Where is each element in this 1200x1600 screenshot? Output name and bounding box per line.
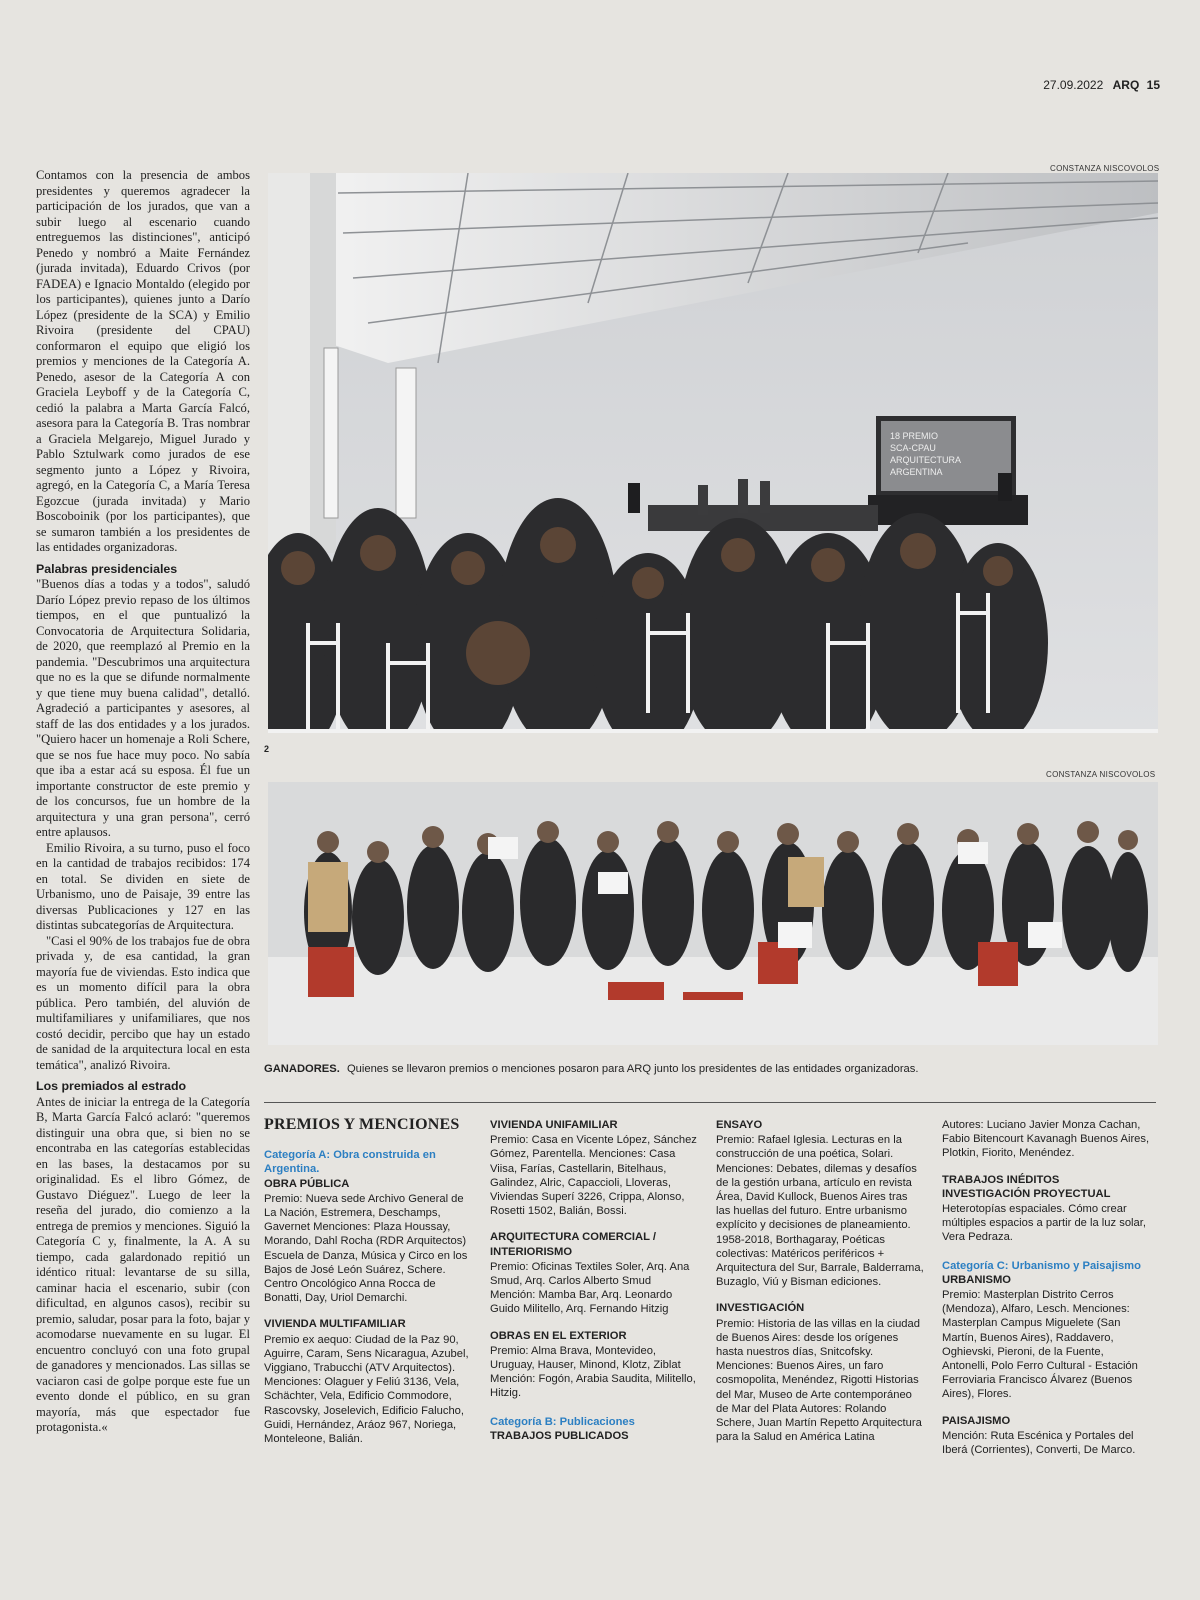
- category-c-label: Categoría C: Urbanismo y Paisajismo: [942, 1259, 1141, 1272]
- award-section-text: Heterotopías espaciales. Cómo crear múltiples espacios a partir de la luz solar, Vera Pedraza.: [942, 1203, 1146, 1244]
- caption-text: Quienes se llevaron premios o menciones posaron para ARQ junto los presidentes de las entidades organizadoras.: [346, 1063, 919, 1075]
- section-divider: [264, 1102, 1156, 1103]
- screen-text-2: SCA-CPAU: [890, 443, 936, 453]
- award-section-title: VIVIENDA UNIFAMILIAR: [490, 1119, 618, 1131]
- event-hall-photo: [268, 173, 1158, 733]
- award-section-title: OBRAS EN EL EXTERIOR: [490, 1329, 627, 1342]
- award-section-title: OBRA PÚBLICA: [264, 1177, 350, 1190]
- caption-title: GANADORES.: [264, 1063, 340, 1075]
- award-section-text: Premio: Masterplan Distrito Cerros (Mendoza), Alfaro, Lesch. Menciones: Masterplan Campus Miguelete (San Martín, Buenos Aires), Raddavero, Oghievski, Pieroni, de la Fuente, Antonelli, Polo Ferro Cultural - Estación Ferroviaria Francisco Álvarez (Buenos Aires), Flores.: [942, 1289, 1138, 1401]
- award-section-text: Premio: Oficinas Textiles Soler, Arq. Ana Smud, Arq. Carlos Alberto Smud Mención: Mamba Bar, Arq. Leonardo Guido Militello, Arq. Fernando Hitzig: [490, 1260, 690, 1316]
- paragraph: Contamos con la presencia de ambos presidentes y queremos agradecer la participación de los jurados, que van a subir luego al escenario cuando entreguemos las distinciones", anticipó Penedo y nombró a Maite Fernández (jurada invitada), Eduardo Crivos (por FADEA) e Ignacio Montaldo (elegido por los participantes), quienes junto a Darío López (presidente de la SCA) y Emilio Rivoira (presidente del CPAU) conformaron el equipo que eligió los premios y menciones de la Categoría A. Penedo, asesor de la Categoría A con Graciela Leyboff y de la Categoría C, cedió la palabra a Marta García Falcó, asesora para la Categoría B. Tras nombrar a Graciela Melgarejo, Miguel Jurado y Pablo Sztulwark como jurados de ese segmento junto a López y Rivoira, agregó, en la Categoría C, a María Teresa Egozcue (jurada invitada) y Mario Boscoboinik (por los participantes), que se sumaron también a los presidentes de las entidades organizadoras.: [36, 168, 250, 554]
- award-section-title: URBANISMO: [942, 1273, 1011, 1286]
- award-section-text: Premio: Nueva sede Archivo General de La Nación, Estremera, Deschamps, Gavernet Menciones: Plaza Houssay, Morando, Dahl Rocha (RDR Arquitectos) Escuela de Danza, Música y Circo en los Bajos de José León Suárez, Schere. Centro Oncológico Anna Rocca de Bonatti, Day, Uriol Demarchi.: [264, 1192, 468, 1305]
- award-section-text: Autores: Luciano Javier Monza Cachan, Fabio Bitencourt Kavanagh Buenos Aires, Plotkin, Fiorito, Menéndez.: [942, 1119, 1150, 1160]
- screen-text-4: ARGENTINA: [890, 467, 943, 477]
- awards-heading: PREMIOS Y MENCIONES: [264, 1116, 460, 1133]
- award-section-title: TRABAJOS INÉDITOS INVESTIGACIÓN PROYECTUAL: [942, 1173, 1111, 1200]
- category-a-label: Categoría A: Obra construida en Argentina.: [264, 1149, 436, 1176]
- award-section-title: TRABAJOS PUBLICADOS: [490, 1429, 629, 1442]
- awards-column-4: [942, 1118, 1150, 1457]
- paragraph: "Buenos días a todas y a todos", saludó Darío López previo repaso de los últimos tiempos, en el que puntualizó la Convocatoria de Arquitectura Solidaria, de 2020, que reemplazó al Premio en la pandemia. "Descubrimos una arquitectura que no es la que se difunde normalmente y que tiene muy buena calidad", detalló. Agradeció a participantes y asesores, al staff de las dos entidades y a los jurados. "Quiero hacer un homenaje a Roli Schere, que se nos fue hace muy poco. No sabía que iba a estar acá su esposa. Él fue un importante constructor de este premio y de los concursos, fue un hombre de la arquitectura y una gran persona", cerró entre aplausos.: [36, 577, 250, 839]
- photo-caption: [264, 1063, 1154, 1075]
- photo-credit: CONSTANZA NISCOVOLOS: [1046, 770, 1156, 779]
- award-section-text: Premio: Casa en Vicente López, Sánchez Gómez, Parentella. Menciones: Casa Viisa, Farías, Castellarin, Bitelhaus, Galindez, Alric, Capaccioli, Lloveras, Viviendas Superí 3226, Crippa, Alonso, Rosetti 1502, Balián, Bossi.: [490, 1134, 697, 1218]
- award-section-title: ARQUITECTURA COMERCIAL / INTERIORISMO: [490, 1231, 656, 1258]
- paragraph: Antes de iniciar la entrega de la Categoría B, Marta García Falcó aclaró: "queremos distinguir una obra que, si bien no se encontraba en las categorías establecidas en las bases, la destacamos por su originalidad. Es el libro Gómez, de Gustavo Diéguez". Luego de leer la reseña del jurado, dio comienzo a la entrega de premios y menciones. Siguió la Categoría C y, finalmente, la A. A su tiempo, cada galardonado repitió un idéntico ritual: levantarse de su silla, caminar hacia el escenario, subir (con dificultad, en algunos casos), recibir su premio, saludar, posar para la foto, bajar y acomodarse nuevamente en su lugar. El encuentro concluyó con una foto grupal de ganadores y mencionados. Las sillas se vaciaron casi de golpe porque este fue un evento donde el público, en su gran mayoría, más que espectador fue protagonista.«: [36, 1094, 250, 1434]
- award-section-title: INVESTIGACIÓN: [716, 1302, 805, 1315]
- category-b-label: Categoría B: Publicaciones: [490, 1415, 635, 1428]
- award-section-title: PAISAJISMO: [942, 1414, 1011, 1427]
- header-date: 27.09.2022: [1043, 78, 1104, 92]
- awards-column-1: [264, 1118, 472, 1446]
- subheading: Palabras presidenciales: [36, 561, 178, 576]
- subheading: Los premiados al estrado: [36, 1079, 187, 1093]
- article-left-column: [36, 168, 250, 1436]
- page-header: [1043, 78, 1160, 92]
- screen-text-1: 18 PREMIO: [890, 431, 939, 441]
- award-section-title: ENSAYO: [716, 1119, 763, 1131]
- award-section-text: Premio: Historia de las villas en la ciudad de Buenos Aires: desde los orígenes hasta nuestros días, Snitcofsky. Menciones: Buenos Aires, un faro cosmopolita, Menéndez, Rigotti Historias del Mar, Museo de Arte contemporáneo de Mar del Plata Autores: Rolando Schere, Juan Martín Repetto Arquitectura para la Salud en América Latina: [716, 1317, 922, 1444]
- header-section: ARQ: [1112, 78, 1140, 92]
- paragraph: "Casi el 90% de los trabajos fue de obra privada y, de esa cantidad, la gran mayoría fue de viviendas. Esto indica que es un momento difícil para la obra pública. Pero también, del aluvión de multifamiliares y unifamiliares, que nos costó decidir, percibo que hay un estado de sanidad de la arquitectura local en esta temática", analizó Rivoira.: [36, 933, 250, 1072]
- header-page-number: 15: [1146, 78, 1160, 92]
- screen-text-3: ARQUITECTURA: [890, 455, 962, 465]
- award-section-text: Premio: Alma Brava, Montevideo, Uruguay, Hauser, Minond, Klotz, Ziblat Mención: Fogón, Arabia Saudita, Militello, Hitzig.: [490, 1344, 696, 1400]
- group-winners-photo: [268, 782, 1158, 1045]
- photo-credit: CONSTANZA NISCOVOLOS: [1050, 164, 1160, 173]
- paragraph: Emilio Rivoira, a su turno, puso el foco en la cantidad de trabajos recibidos: 174 en total. Se dividen en siete de Urbanismo, uno de Paisaje, 39 entre las diversas Publicaciones y 127 en las distintas subcategorías de Arquitectura.: [36, 840, 250, 932]
- award-section-title: VIVIENDA MULTIFAMILIAR: [264, 1318, 406, 1331]
- awards-column-3: [716, 1118, 924, 1444]
- award-section-text: Premio ex aequo: Ciudad de la Paz 90, Aguirre, Caram, Sens Nicaragua, Azubel, Viggiano, Trabucchi (ATV Arquitectos). Menciones: Olaguer y Feliú 3136, Vela, Schächter, Vela, Edificio Commodore, Rascovsky, Joselevich, Edificio Falucho, Guidi, Hernández, Aráoz 967, Noriega, Monteleone, Balián.: [264, 1333, 469, 1446]
- award-section-text: Premio: Rafael Iglesia. Lecturas en la construcción de una poética, Solari. Menciones: Debates, dilemas y desafíos de la gestión urbana, artículo en revista Área, David Kullock, Buenos Aires tras las huellas del futuro. Entre urbanismo explícito y decisiones de planeamiento. 1958-2018, Borthagaray, Poéticas colectivas: Matéricos periféricos + Arquitectura del Sur, Barrale, Balderrama, Buzaglo, Viú y Bisman ediciones.: [716, 1134, 924, 1289]
- awards-column-2: [490, 1118, 698, 1444]
- photo-number: 2: [264, 744, 270, 754]
- award-section-text: Mención: Ruta Escénica y Portales del Iberá (Corrientes), Converti, De Marco.: [942, 1429, 1136, 1457]
- awards-section: [264, 1118, 1156, 1588]
